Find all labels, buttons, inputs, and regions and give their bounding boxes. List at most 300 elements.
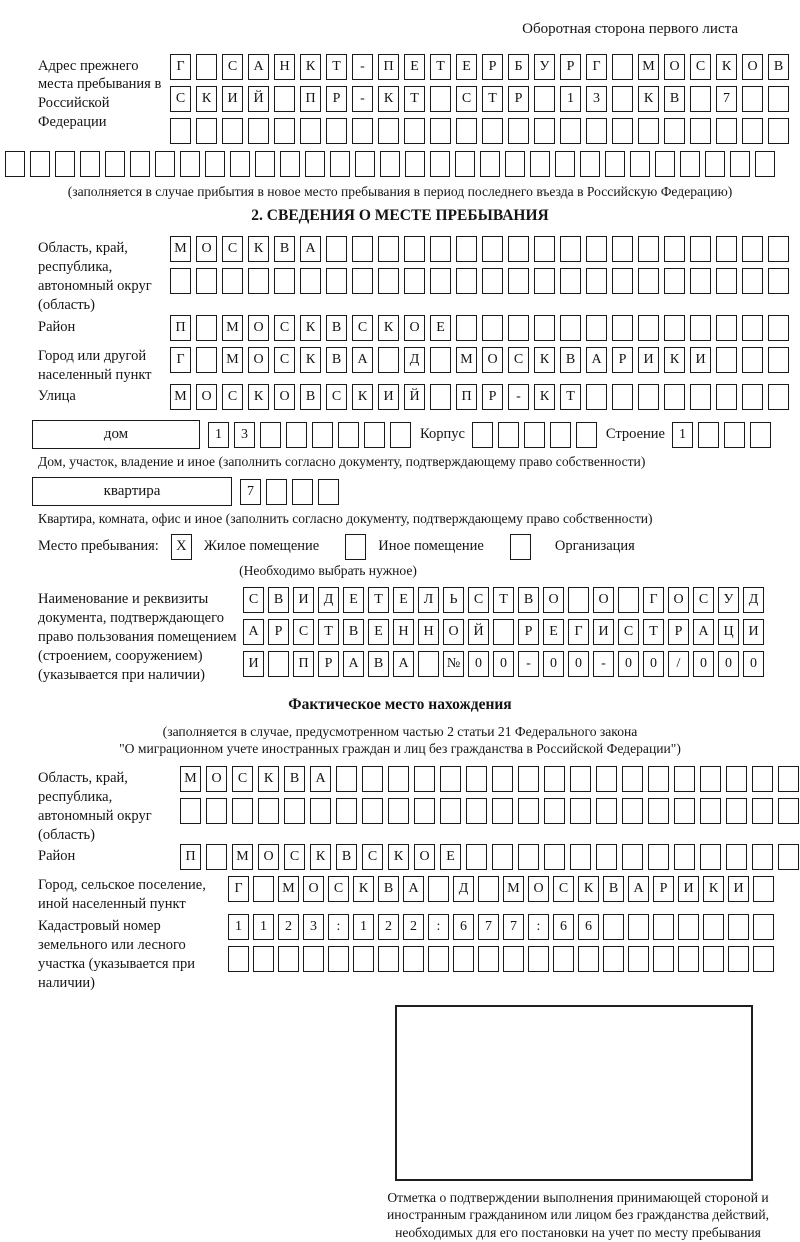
grid-cell: А <box>586 347 607 373</box>
grid-cell: С <box>362 844 383 870</box>
grid-cell: 0 <box>493 651 514 677</box>
grid-cell <box>466 766 487 792</box>
grid-cell: С <box>328 876 349 902</box>
grid-cell: Р <box>318 651 339 677</box>
grid-cell <box>196 54 217 80</box>
grid-cell <box>648 844 669 870</box>
grid-cell <box>742 86 763 112</box>
grid-cell <box>612 384 633 410</box>
grid-cell: 6 <box>578 914 599 940</box>
grid-cell: В <box>326 347 347 373</box>
grid-cell <box>482 268 503 294</box>
corner-note: Оборотная сторона первого листа <box>522 21 738 37</box>
stay-type-row <box>38 534 800 560</box>
grid-cell[interactable] <box>724 422 745 448</box>
grid-cell: П <box>180 844 201 870</box>
grid-cell: О <box>664 54 685 80</box>
grid-cell: А <box>403 876 424 902</box>
grid-cell: 1 <box>560 86 581 112</box>
grid-cell: В <box>343 619 364 645</box>
grid-cell: О <box>248 347 269 373</box>
grid-cell <box>674 798 695 824</box>
residential-label: Жилое помещение <box>203 538 320 555</box>
grid-cell <box>768 347 789 373</box>
grid-cell: О <box>443 619 464 645</box>
actual-location-title: Фактическое место нахождения <box>288 695 512 713</box>
cadastre-row-2 <box>228 946 774 972</box>
grid-cell <box>248 268 269 294</box>
grid-cell: Г <box>170 347 191 373</box>
grid-cell <box>274 268 295 294</box>
grid-cell <box>492 798 513 824</box>
apartment-box: квартира <box>32 477 232 506</box>
grid-cell <box>555 151 575 177</box>
grid-cell <box>612 86 633 112</box>
grid-cell <box>206 798 227 824</box>
grid-cell <box>612 315 633 341</box>
grid-cell <box>622 766 643 792</box>
grid-cell: П <box>293 651 314 677</box>
grid-cell <box>430 236 451 262</box>
grid-cell: Л <box>418 587 439 613</box>
grid-cell <box>518 844 539 870</box>
grid-cell <box>505 151 525 177</box>
grid-cell <box>730 151 750 177</box>
grid-cell: 7 <box>716 86 737 112</box>
grid-cell: К <box>300 315 321 341</box>
grid-cell <box>430 86 451 112</box>
region-label: Область, край, республика, автономный округ (область) <box>38 240 152 313</box>
grid-cell <box>703 914 724 940</box>
grid-cell: 0 <box>718 651 739 677</box>
grid-cell <box>508 118 529 144</box>
grid-cell: К <box>353 876 374 902</box>
grid-cell <box>603 914 624 940</box>
grid-cell <box>352 118 373 144</box>
grid-cell <box>274 86 295 112</box>
grid-cell <box>753 914 774 940</box>
grid-cell: В <box>768 54 789 80</box>
grid-cell <box>336 766 357 792</box>
grid-cell: А <box>693 619 714 645</box>
grid-cell: Г <box>170 54 191 80</box>
grid-cell <box>678 914 699 940</box>
grid-cell <box>255 151 275 177</box>
grid-cell: М <box>170 384 191 410</box>
grid-cell: Н <box>274 54 295 80</box>
grid-cell <box>388 798 409 824</box>
grid-cell: М <box>222 315 243 341</box>
grid-cell: О <box>248 315 269 341</box>
actual-city-block <box>38 876 800 914</box>
grid-cell <box>664 315 685 341</box>
grid-cell: Ь <box>443 587 464 613</box>
grid-cell[interactable] <box>312 422 333 448</box>
grid-cell <box>404 236 425 262</box>
grid-cell[interactable] <box>364 422 385 448</box>
grid-cell <box>726 798 747 824</box>
actual-city-label: Город, сельское поселение, иной населенный пункт <box>38 877 206 913</box>
grid-cell <box>742 118 763 144</box>
grid-cell: И <box>728 876 749 902</box>
grid-cell <box>664 268 685 294</box>
grid-cell[interactable] <box>292 479 313 505</box>
street-row <box>170 384 789 410</box>
stamp-box <box>395 1005 753 1181</box>
grid-cell <box>328 946 349 972</box>
grid-cell: / <box>668 651 689 677</box>
grid-cell <box>716 268 737 294</box>
grid-cell <box>508 268 529 294</box>
grid-cell <box>622 798 643 824</box>
grid-cell <box>80 151 100 177</box>
grid-cell <box>638 236 659 262</box>
grid-cell <box>605 151 625 177</box>
grid-cell[interactable] <box>550 422 571 448</box>
grid-cell: 6 <box>553 914 574 940</box>
grid-cell <box>518 798 539 824</box>
grid-cell <box>508 315 529 341</box>
grid-cell: С <box>243 587 264 613</box>
city-row <box>170 347 789 373</box>
grid-cell <box>768 236 789 262</box>
grid-cell <box>570 844 591 870</box>
grid-cell <box>508 236 529 262</box>
grid-cell: Р <box>668 619 689 645</box>
grid-cell <box>690 86 711 112</box>
stamp-note: Отметка о подтверждении выполнения принимающей стороной и иностранным гражданином или лицом без гражданства действий, необходимых для его постановки на учет по месту пребывания <box>387 1189 769 1240</box>
grid-cell: Т <box>493 587 514 613</box>
grid-cell: А <box>393 651 414 677</box>
grid-cell: В <box>326 315 347 341</box>
grid-cell: С <box>284 844 305 870</box>
grid-cell: О <box>206 766 227 792</box>
grid-cell <box>570 766 591 792</box>
grid-cell <box>456 268 477 294</box>
house-number-cells[interactable] <box>208 422 411 448</box>
grid-cell <box>228 946 249 972</box>
grid-cell <box>253 876 274 902</box>
grid-cell <box>726 766 747 792</box>
grid-cell: С <box>274 347 295 373</box>
grid-cell <box>440 798 461 824</box>
grid-cell <box>205 151 225 177</box>
grid-cell: К <box>378 315 399 341</box>
grid-cell <box>596 798 617 824</box>
grid-cell <box>690 384 711 410</box>
grid-cell <box>155 151 175 177</box>
actual-location-note-1: (заполняется в случае, предусмотренном частью 2 статьи 21 Федерального закона <box>162 723 638 739</box>
grid-cell: Е <box>393 587 414 613</box>
grid-cell: Й <box>248 86 269 112</box>
grid-cell: Д <box>453 876 474 902</box>
korpus-cells[interactable] <box>472 422 597 448</box>
grid-cell[interactable] <box>338 422 359 448</box>
region-row-2 <box>170 268 789 294</box>
district-label: Район <box>38 318 76 335</box>
grid-cell: В <box>268 587 289 613</box>
grid-cell <box>690 118 711 144</box>
grid-cell <box>753 876 774 902</box>
grid-cell <box>30 151 50 177</box>
grid-cell <box>492 844 513 870</box>
city-block <box>38 347 800 385</box>
grid-cell: М <box>456 347 477 373</box>
grid-cell: 2 <box>403 914 424 940</box>
grid-cell: Т <box>318 619 339 645</box>
grid-cell: М <box>232 844 253 870</box>
grid-cell: С <box>690 54 711 80</box>
grid-cell: У <box>534 54 555 80</box>
grid-cell <box>482 315 503 341</box>
grid-cell: О <box>593 587 614 613</box>
grid-cell <box>705 151 725 177</box>
grid-cell: : <box>528 914 549 940</box>
grid-cell: Р <box>653 876 674 902</box>
prev-address-row-3 <box>170 118 789 144</box>
grid-cell <box>55 151 75 177</box>
doc-label: Наименование и реквизиты документа, подтверждающего право пользования помещением (строением, сооружением) (указывается при наличии) <box>38 591 237 683</box>
grid-cell <box>180 151 200 177</box>
grid-cell: Д <box>318 587 339 613</box>
grid-cell[interactable]: 3 <box>234 422 255 448</box>
grid-cell <box>700 766 721 792</box>
grid-cell: С <box>274 315 295 341</box>
grid-cell <box>638 268 659 294</box>
grid-cell <box>196 315 217 341</box>
grid-cell <box>690 315 711 341</box>
grid-cell <box>778 798 799 824</box>
other-premise-checkbox[interactable] <box>345 534 366 560</box>
grid-cell <box>456 315 477 341</box>
grid-cell: Н <box>393 619 414 645</box>
grid-cell <box>630 151 650 177</box>
grid-cell: К <box>578 876 599 902</box>
grid-cell: В <box>284 766 305 792</box>
grid-cell: О <box>543 587 564 613</box>
grid-cell <box>530 151 550 177</box>
grid-cell: № <box>443 651 464 677</box>
grid-cell[interactable] <box>260 422 281 448</box>
grid-cell: Н <box>418 619 439 645</box>
grid-cell <box>534 268 555 294</box>
grid-cell <box>456 118 477 144</box>
grid-cell <box>414 798 435 824</box>
grid-cell <box>230 151 250 177</box>
grid-cell: К <box>388 844 409 870</box>
grid-cell: Р <box>326 86 347 112</box>
grid-cell: 1 <box>228 914 249 940</box>
grid-cell <box>768 86 789 112</box>
organization-checkbox[interactable] <box>510 534 531 560</box>
grid-cell <box>618 587 639 613</box>
grid-cell <box>603 946 624 972</box>
grid-cell[interactable] <box>472 422 493 448</box>
prev-address-row-1 <box>170 54 789 80</box>
grid-cell: О <box>196 236 217 262</box>
grid-cell <box>716 118 737 144</box>
grid-cell <box>716 384 737 410</box>
grid-cell <box>352 268 373 294</box>
grid-cell[interactable] <box>498 422 519 448</box>
grid-cell <box>482 236 503 262</box>
grid-cell: Е <box>456 54 477 80</box>
grid-cell[interactable] <box>266 479 287 505</box>
grid-cell: М <box>222 347 243 373</box>
grid-cell <box>362 766 383 792</box>
grid-cell[interactable]: 1 <box>208 422 229 448</box>
grid-cell: - <box>518 651 539 677</box>
grid-cell <box>653 946 674 972</box>
grid-cell: Е <box>404 54 425 80</box>
cadastre-grid <box>228 914 774 978</box>
grid-cell <box>528 946 549 972</box>
grid-cell <box>300 118 321 144</box>
grid-cell <box>170 268 191 294</box>
grid-cell: Е <box>368 619 389 645</box>
grid-cell: К <box>248 236 269 262</box>
grid-cell[interactable] <box>576 422 597 448</box>
grid-cell: Т <box>368 587 389 613</box>
grid-cell <box>638 315 659 341</box>
residential-checkbox[interactable]: X <box>171 534 192 560</box>
grid-cell <box>612 54 633 80</box>
grid-cell <box>455 151 475 177</box>
district-row <box>170 315 789 341</box>
grid-cell[interactable] <box>318 479 339 505</box>
grid-cell[interactable] <box>524 422 545 448</box>
grid-cell <box>560 315 581 341</box>
grid-cell <box>648 798 669 824</box>
grid-cell <box>580 151 600 177</box>
grid-cell <box>503 946 524 972</box>
grid-cell: 2 <box>378 914 399 940</box>
grid-cell[interactable] <box>750 422 771 448</box>
grid-cell <box>196 118 217 144</box>
grid-cell[interactable] <box>390 422 411 448</box>
grid-cell: Р <box>482 384 503 410</box>
grid-cell <box>578 946 599 972</box>
grid-cell: М <box>170 236 191 262</box>
grid-cell: 3 <box>586 86 607 112</box>
grid-cell: П <box>170 315 191 341</box>
doc-row-1 <box>243 587 764 613</box>
grid-cell: К <box>378 86 399 112</box>
grid-cell: О <box>482 347 503 373</box>
apartment-note: Квартира, комната, офис и иное (заполнить согласно документу, подтверждающему право собственности) <box>38 511 653 527</box>
grid-cell <box>700 844 721 870</box>
grid-cell: К <box>300 347 321 373</box>
grid-cell <box>570 798 591 824</box>
cadastre-label: Кадастровый номер земельного или лесного участка (указывается при наличии) <box>38 918 195 991</box>
grid-cell <box>362 798 383 824</box>
grid-cell: 7 <box>503 914 524 940</box>
grid-cell: Е <box>543 619 564 645</box>
grid-cell: К <box>196 86 217 112</box>
grid-cell: М <box>278 876 299 902</box>
grid-cell <box>778 766 799 792</box>
grid-cell <box>405 151 425 177</box>
grid-cell <box>534 236 555 262</box>
stroenie-cells[interactable] <box>672 422 771 448</box>
doc-row-2 <box>243 619 764 645</box>
grid-cell <box>180 798 201 824</box>
grid-cell <box>560 268 581 294</box>
grid-cell: 1 <box>353 914 374 940</box>
grid-cell <box>716 236 737 262</box>
grid-cell: С <box>222 236 243 262</box>
grid-cell[interactable]: 7 <box>240 479 261 505</box>
grid-cell: С <box>293 619 314 645</box>
grid-cell: 7 <box>478 914 499 940</box>
grid-cell <box>664 236 685 262</box>
grid-cell <box>716 315 737 341</box>
grid-cell <box>700 798 721 824</box>
grid-cell: Т <box>643 619 664 645</box>
grid-cell: А <box>352 347 373 373</box>
grid-cell <box>726 844 747 870</box>
grid-cell: 0 <box>743 651 764 677</box>
grid-cell: Д <box>743 587 764 613</box>
grid-cell: 0 <box>643 651 664 677</box>
grid-cell: О <box>404 315 425 341</box>
grid-cell: 1 <box>253 914 274 940</box>
region-block <box>38 236 800 314</box>
grid-cell <box>414 766 435 792</box>
grid-cell: 0 <box>468 651 489 677</box>
grid-cell <box>430 268 451 294</box>
grid-cell <box>628 946 649 972</box>
grid-cell[interactable] <box>286 422 307 448</box>
grid-cell <box>378 118 399 144</box>
grid-cell[interactable] <box>698 422 719 448</box>
actual-region-grid <box>180 766 799 830</box>
apartment-cells[interactable] <box>240 479 339 505</box>
grid-cell <box>268 651 289 677</box>
actual-region-row-1 <box>180 766 799 792</box>
other-premise-label: Иное помещение <box>378 538 484 555</box>
grid-cell <box>752 844 773 870</box>
grid-cell: К <box>716 54 737 80</box>
grid-cell: В <box>378 876 399 902</box>
prev-address-overflow-row <box>5 151 800 177</box>
stay-type-label: Место пребывания: <box>38 538 159 555</box>
doc-grid <box>243 587 764 683</box>
house-row <box>32 420 800 449</box>
grid-cell: И <box>638 347 659 373</box>
grid-cell <box>480 151 500 177</box>
grid-cell: С <box>618 619 639 645</box>
grid-cell: М <box>180 766 201 792</box>
grid-cell <box>326 268 347 294</box>
grid-cell <box>378 236 399 262</box>
grid-cell <box>404 118 425 144</box>
grid-cell <box>403 946 424 972</box>
grid-cell <box>428 946 449 972</box>
grid-cell: А <box>243 619 264 645</box>
grid-cell[interactable]: 1 <box>672 422 693 448</box>
street-block <box>38 384 800 416</box>
grid-cell: И <box>678 876 699 902</box>
grid-cell: О <box>668 587 689 613</box>
grid-cell <box>596 844 617 870</box>
grid-cell <box>206 844 227 870</box>
grid-cell <box>742 347 763 373</box>
grid-cell <box>258 798 279 824</box>
organization-label: Организация <box>554 538 635 555</box>
grid-cell <box>303 946 324 972</box>
prev-address-note: (заполняется в случае прибытия в новое место пребывания в период последнего въезда в Российскую Федерацию) <box>67 183 733 199</box>
